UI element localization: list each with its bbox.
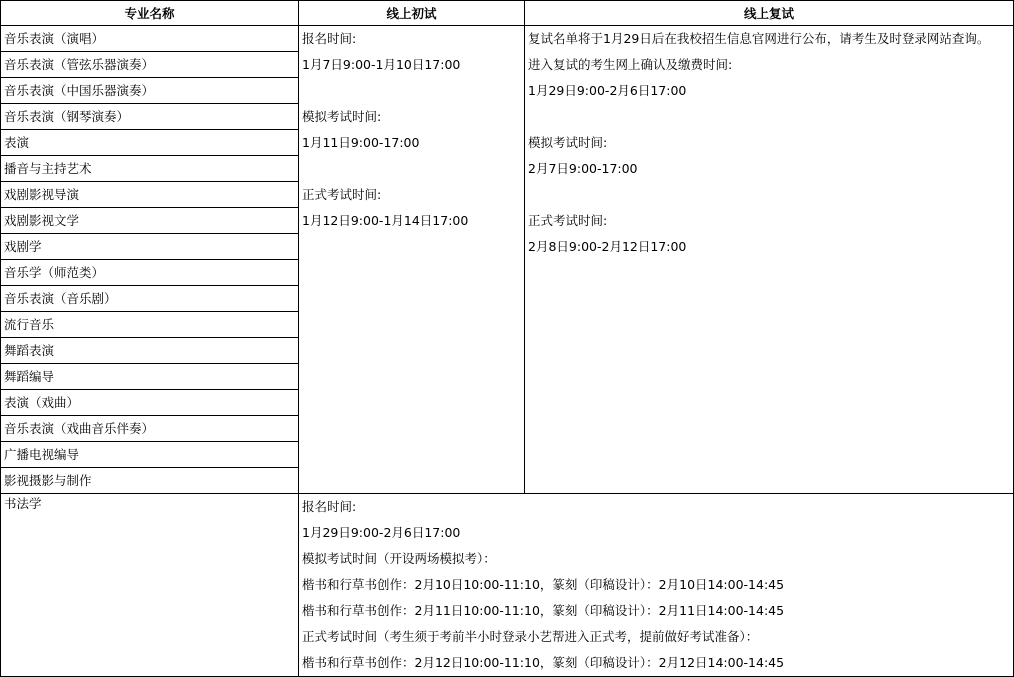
retest-line: 2月7日9:00-17:00 <box>528 161 638 176</box>
major-name: 音乐表演（管弦乐器演奏） <box>1 52 299 78</box>
calligraphy-line: 楷书和行草书创作：2月11日10:00-11:10，篆刻（印稿设计）：2月11日14:00-14:45 <box>302 603 785 618</box>
major-name: 舞蹈表演 <box>1 338 299 364</box>
retest-line: 正式考试时间: <box>528 213 608 228</box>
header-online-retest: 线上复试 <box>525 1 1014 26</box>
preliminary-line: 1月12日9:00-1月14日17:00 <box>302 213 469 228</box>
major-name: 音乐表演（中国乐器演奏） <box>1 78 299 104</box>
preliminary-line: 正式考试时间: <box>302 187 382 202</box>
calligraphy-line: 楷书和行草书创作：2月12日10:00-11:10，篆刻（印稿设计）：2月12日14:00-14:45 <box>302 655 785 670</box>
retest-line: 复试名单将于1月29日后在我校招生信息官网进行公布，请考生及时登录网站查询。 <box>528 31 990 46</box>
major-name: 影视摄影与制作 <box>1 468 299 494</box>
major-name-calligraphy: 书法学 <box>1 494 299 677</box>
calligraphy-line: 正式考试时间（考生须于考前半小时登录小艺帮进入正式考，提前做好考试准备）： <box>302 629 759 644</box>
major-name: 广播电视编导 <box>1 442 299 468</box>
major-name: 戏剧学 <box>1 234 299 260</box>
retest-line: 2月8日9:00-2月12日17:00 <box>528 239 687 254</box>
header-major-name: 专业名称 <box>1 1 299 26</box>
major-name: 音乐表演（演唱） <box>1 26 299 52</box>
major-name: 表演（戏曲） <box>1 390 299 416</box>
preliminary-line <box>302 156 521 182</box>
preliminary-line: 报名时间: <box>302 31 357 46</box>
major-name: 戏剧影视文学 <box>1 208 299 234</box>
preliminary-line <box>302 78 521 104</box>
major-name: 表演 <box>1 130 299 156</box>
header-row <box>1 1 1014 26</box>
retest-line: 1月29日9:00-2月6日17:00 <box>528 83 687 98</box>
preliminary-schedule <box>299 26 525 494</box>
calligraphy-row <box>1 494 1014 677</box>
preliminary-line: 模拟考试时间: <box>302 109 382 124</box>
table-row <box>1 26 1014 52</box>
calligraphy-schedule <box>299 494 1014 677</box>
major-name: 音乐表演（戏曲音乐伴奏） <box>1 416 299 442</box>
retest-line <box>528 182 1010 208</box>
major-name: 流行音乐 <box>1 312 299 338</box>
major-name: 音乐表演（音乐剧） <box>1 286 299 312</box>
major-name: 音乐学（师范类） <box>1 260 299 286</box>
major-name: 播音与主持艺术 <box>1 156 299 182</box>
retest-line: 模拟考试时间: <box>528 135 608 150</box>
retest-schedule <box>525 26 1014 494</box>
preliminary-line: 1月11日9:00-17:00 <box>302 135 420 150</box>
preliminary-line: 1月7日9:00-1月10日17:00 <box>302 57 461 72</box>
major-name: 舞蹈编导 <box>1 364 299 390</box>
retest-line: 进入复试的考生网上确认及缴费时间: <box>528 57 733 72</box>
calligraphy-line: 1月29日9:00-2月6日17:00 <box>302 525 461 540</box>
header-online-preliminary: 线上初试 <box>299 1 525 26</box>
retest-line <box>528 104 1010 130</box>
major-name: 戏剧影视导演 <box>1 182 299 208</box>
calligraphy-line: 报名时间: <box>302 499 357 514</box>
major-name: 音乐表演（钢琴演奏） <box>1 104 299 130</box>
calligraphy-line: 模拟考试时间（开设两场模拟考）： <box>302 551 496 566</box>
calligraphy-line: 楷书和行草书创作：2月10日10:00-11:10，篆刻（印稿设计）：2月10日14:00-14:45 <box>302 577 785 592</box>
